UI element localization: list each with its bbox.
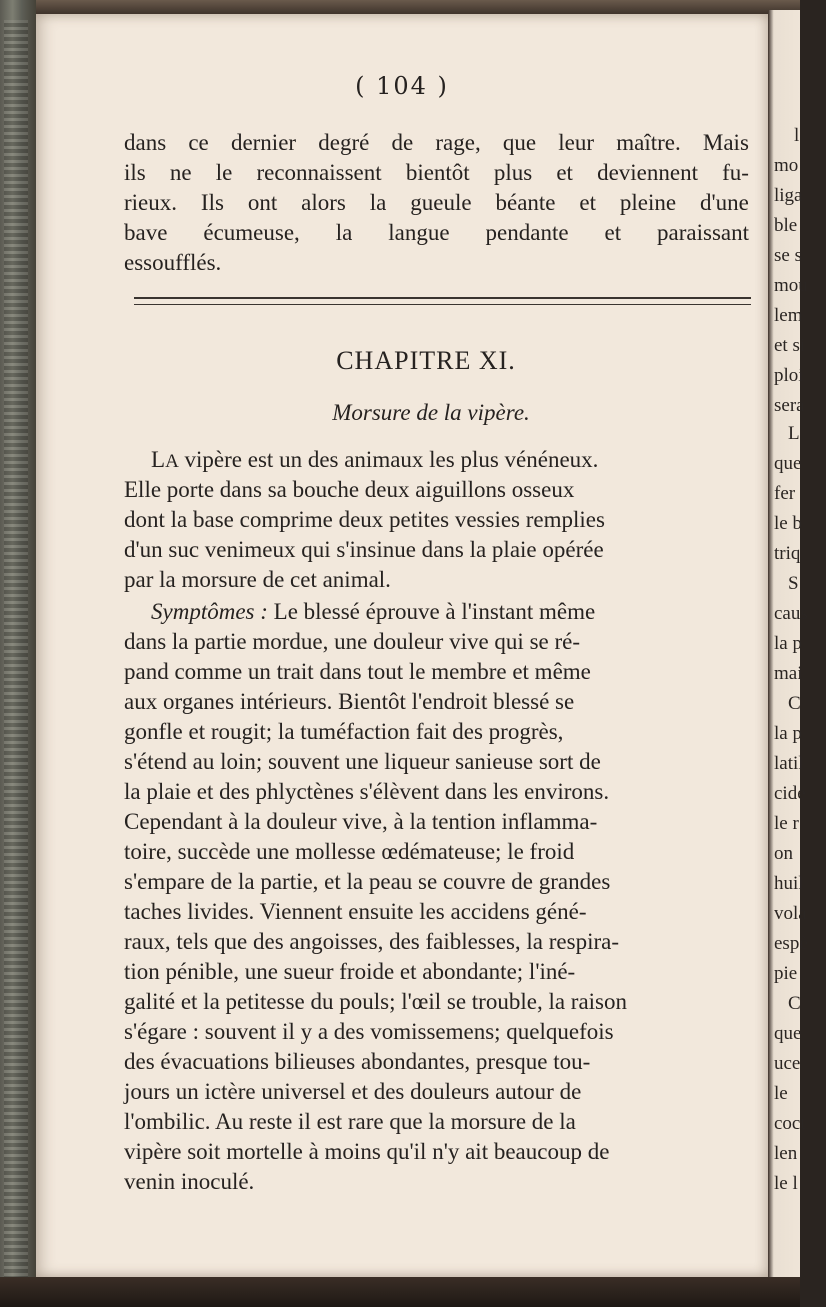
text-line: taches livides. Viennent ensuite les accidens géné-: [124, 899, 587, 924]
facing-fragment: cide: [774, 783, 806, 804]
opening-rest: Le blessé éprouve à l'instant même: [267, 599, 596, 624]
facing-fragment: espè: [774, 933, 808, 954]
word: de: [391, 130, 414, 155]
word: ont: [247, 190, 278, 215]
opening-rest: vipère est un des animaux les plus vénéneux.: [178, 447, 599, 472]
facing-fragment: caus: [774, 603, 808, 624]
drop-letter: L: [151, 447, 166, 472]
word: la: [369, 190, 387, 215]
word: pleine: [619, 190, 677, 215]
book-spine: [0, 0, 36, 1307]
word: langue: [388, 220, 450, 245]
facing-fragment: S: [788, 573, 799, 594]
text-line: la plaie et des phlyctènes s'élèvent dans les environs.: [124, 779, 610, 804]
text-line: toire, succède une mollesse œdémateuse; le froid: [124, 839, 575, 864]
word: rieux.: [124, 190, 178, 215]
facing-fragment: mai: [774, 663, 803, 684]
paragraph-opening: [151, 448, 598, 471]
book-top-edge: [36, 0, 800, 14]
word: ils: [124, 160, 146, 185]
word: fu-: [722, 160, 749, 185]
text-line: [124, 191, 749, 214]
facing-fragment: pie: [774, 963, 798, 984]
symptoms-label: Symptômes :: [151, 599, 268, 624]
word: degré: [318, 130, 370, 155]
text-line: Cependant à la douleur vive, à la tention inflamma-: [124, 809, 598, 834]
facing-fragment: liga: [774, 185, 803, 206]
facing-fragment: ble: [774, 215, 798, 236]
text-line: [124, 221, 749, 244]
text-line: raux, tels que des angoisses, des faiblesses, la respira-: [124, 929, 619, 954]
facing-fragment: l: [794, 125, 800, 146]
text-line: s'égare : souvent il y a des vomissemens; quelquefois: [124, 1019, 614, 1044]
word: plus: [493, 160, 533, 185]
spine-texture: [4, 20, 28, 1280]
word: Mais: [702, 130, 749, 155]
text-line: par la morsure de cet animal.: [124, 567, 391, 592]
text-line: aux organes intérieurs. Bientôt l'endroit blessé se: [124, 689, 575, 714]
text-line: s'empare de la partie, et la peau se couvre de grandes: [124, 869, 611, 894]
text-line: galité et la petitesse du pouls; l'œil se trouble, la raison: [124, 989, 628, 1014]
facing-fragment: sera: [774, 395, 805, 416]
text-line: essoufflés.: [124, 250, 222, 275]
word: gueule: [410, 190, 472, 215]
facing-fragment: latil: [774, 753, 804, 774]
facing-fragment: mou: [774, 275, 808, 296]
facing-fragment: huil: [774, 873, 804, 894]
word: écumeuse,: [203, 220, 300, 245]
word: reconnaissent: [256, 160, 382, 185]
chapter-title: CHAPITRE XI.: [336, 346, 516, 375]
text-line: gonfle et rougit; la tuméfaction fait des progrès,: [124, 719, 564, 744]
facing-fragment: que: [774, 1023, 802, 1044]
word: et: [579, 190, 597, 215]
facing-fragment: le l: [774, 1173, 798, 1194]
facing-fragment: que: [774, 453, 802, 474]
facing-fragment: vola: [774, 903, 807, 924]
text-line: venin inoculé.: [124, 1169, 255, 1194]
facing-fragment: le r: [774, 813, 799, 834]
word: le: [215, 160, 233, 185]
text-line: [124, 131, 749, 154]
text-line: des évacuations bilieuses abondantes, presque tou-: [124, 1049, 591, 1074]
text-line: vipère soit mortelle à moins qu'il n'y ait beaucoup de: [124, 1139, 610, 1164]
text-line: tion pénible, une sueur froide et abondante; l'iné-: [124, 959, 576, 984]
word: que: [502, 130, 537, 155]
facing-fragment: le: [774, 1083, 788, 1104]
facing-fragment: la p: [774, 723, 802, 744]
facing-fragment: L: [788, 423, 800, 444]
word: paraissant: [657, 220, 749, 245]
text-line: d'un suc venimeux qui s'insinue dans la plaie opérée: [124, 537, 604, 562]
word: pendante: [485, 220, 569, 245]
word: bave: [124, 220, 168, 245]
facing-fragment: mo: [774, 155, 799, 176]
paragraph-opening: [151, 600, 595, 623]
word: deviennent: [597, 160, 698, 185]
word: dans: [124, 130, 167, 155]
facing-fragment: la p: [774, 633, 802, 654]
facing-page-edge: [768, 10, 808, 1280]
word: ne: [169, 160, 192, 185]
word: béante: [495, 190, 556, 215]
facing-fragment: C: [788, 993, 801, 1014]
text-line: Elle porte dans sa bouche deux aiguillons osseux: [124, 477, 575, 502]
text-line: pand comme un trait dans tout le membre et même: [124, 659, 591, 684]
word: et: [604, 220, 622, 245]
text-line: [124, 161, 749, 184]
facing-fragment: ploi: [774, 365, 804, 386]
word: maître.: [616, 130, 681, 155]
word: alors: [301, 190, 346, 215]
word: leur: [558, 130, 595, 155]
facing-fragment: lem: [774, 305, 803, 326]
section-divider-thin: [134, 304, 751, 305]
text-line: dont la base comprime deux petites vessies remplies: [124, 507, 605, 532]
book-page: [36, 14, 768, 1277]
word: dernier: [230, 130, 297, 155]
facing-fragment: on: [774, 843, 793, 864]
facing-fragment: C: [788, 693, 801, 714]
word: ce: [188, 130, 209, 155]
word: la: [335, 220, 353, 245]
section-divider: [134, 297, 751, 299]
facing-fragment: fer: [774, 483, 796, 504]
text-line: jours un ictère universel et des douleurs autour de: [124, 1079, 582, 1104]
facing-fragment: len: [774, 1143, 798, 1164]
text-line: l'ombilic. Au reste il est rare que la morsure de la: [124, 1109, 576, 1134]
small-caps-letter: A: [165, 451, 179, 472]
facing-fragment: uce: [774, 1053, 801, 1074]
word: et: [556, 160, 573, 185]
facing-fragment: et si: [774, 335, 806, 356]
text-line: dans la partie mordue, une douleur vive qui se ré-: [124, 629, 581, 654]
section-title: Morsure de la vipère.: [332, 400, 530, 425]
facing-fragment: triq: [774, 543, 801, 564]
word: d'une: [700, 190, 749, 215]
word: bientôt: [405, 160, 470, 185]
facing-fragment: le b: [774, 513, 802, 534]
word: rage,: [435, 130, 481, 155]
book-bottom-edge: [0, 1277, 800, 1307]
word: Ils: [200, 190, 224, 215]
page-number: ( 104 ): [355, 72, 449, 100]
facing-fragment: se s: [774, 245, 802, 266]
text-line: s'étend au loin; souvent une liqueur sanieuse sort de: [124, 749, 601, 774]
facing-fragment: coct: [774, 1113, 806, 1134]
